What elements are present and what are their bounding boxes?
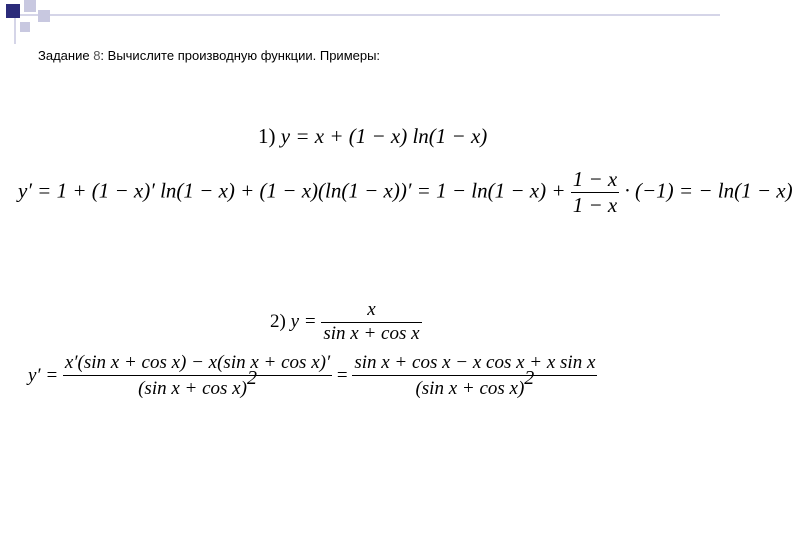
fraction-denominator	[413, 366, 536, 400]
decoration-square-light	[24, 0, 36, 12]
denominator-base: (sin x + cos x)	[415, 377, 525, 399]
slide-decoration	[0, 0, 720, 40]
example-1-function	[258, 124, 487, 149]
decoration-square-light	[38, 10, 50, 22]
title-prefix: Задание	[38, 48, 94, 63]
example-1-equation: y = x + (1 − x) ln(1 − x)	[280, 124, 488, 148]
fraction-numerator: x	[367, 299, 376, 320]
decoration-line-horizontal	[14, 14, 720, 16]
fraction-denominator: sin x + cos x	[323, 322, 420, 344]
example-2-step1-fraction	[63, 353, 332, 400]
fraction-numerator: 1 − x	[572, 167, 618, 191]
example-2-step2-fraction	[352, 353, 597, 400]
title-rest: : Вычислите производную функции. Примеры:	[100, 48, 381, 63]
decoration-line-vertical	[14, 14, 16, 44]
slide-title	[38, 48, 380, 63]
exponent: 2	[524, 366, 535, 389]
example-2-fraction	[321, 300, 421, 345]
example-1-derivative-rhs: · (−1) = − ln(1 − x)	[624, 178, 793, 203]
example-2-derivative-lhs: y′ =	[28, 364, 59, 386]
exponent: 2	[246, 366, 257, 389]
fraction-numerator: x′(sin x + cos x) − x(sin x + cos x)′	[64, 352, 331, 373]
fraction-denominator: 1 − x	[572, 193, 618, 218]
example-1-fraction	[571, 168, 620, 217]
example-1-derivative	[18, 168, 793, 217]
fraction-bar	[63, 375, 332, 376]
title-number: 8	[93, 48, 101, 63]
fraction-denominator	[136, 366, 259, 400]
example-2-derivative	[28, 353, 597, 400]
equals-sign: =	[336, 364, 348, 386]
fraction-numerator: sin x + cos x − x cos x + x sin x	[354, 352, 596, 373]
fraction-bar	[352, 375, 597, 376]
denominator-base: (sin x + cos x)	[138, 377, 247, 399]
example-1-label: 1)	[258, 124, 276, 148]
example-2-function-lhs: y =	[290, 310, 317, 332]
example-1-derivative-lhs: y′ = 1 + (1 − x)′ ln(1 − x) + (1 − x)(ln(1 − x))′ = 1 − ln(1 − x) +	[18, 178, 566, 203]
decoration-square-dark	[6, 4, 20, 18]
decoration-square-light	[20, 22, 30, 32]
example-2-label: 2)	[270, 310, 286, 332]
example-2-function	[270, 300, 422, 345]
